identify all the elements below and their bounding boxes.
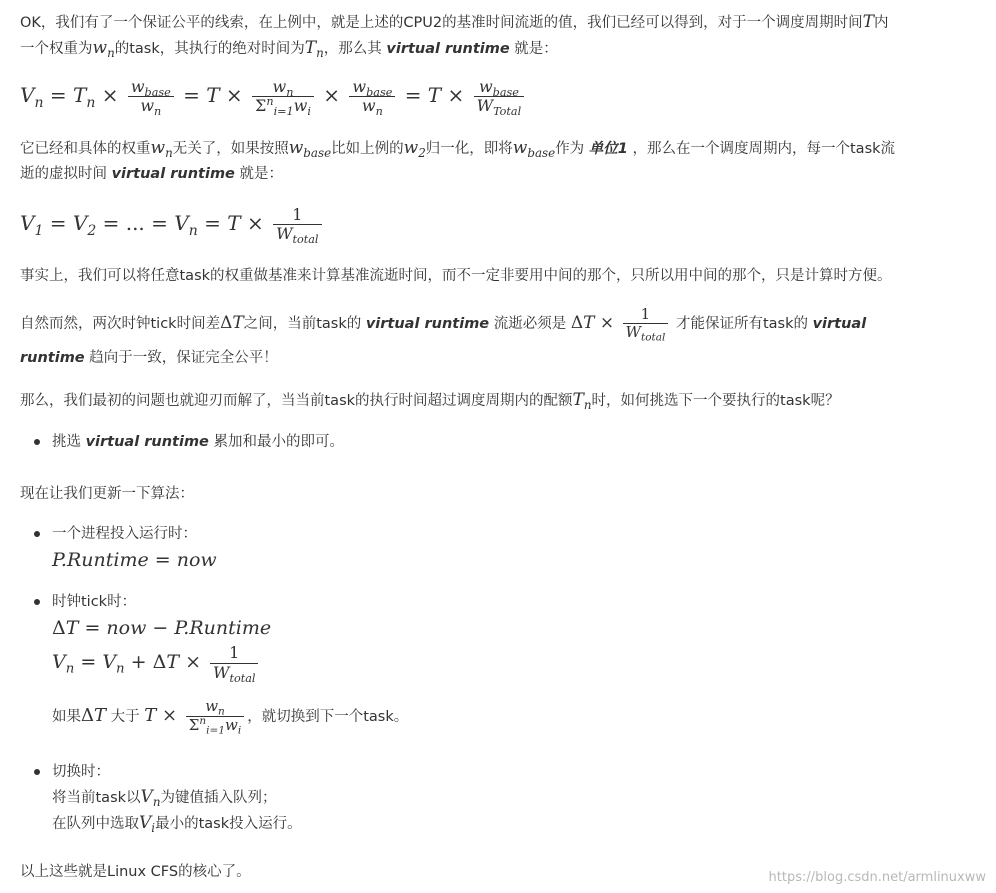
list-item-switch: 切换时： bbox=[52, 760, 110, 785]
equation-runtime-now: P.Runtime = now bbox=[52, 549, 217, 571]
math-delta-t: ΔT bbox=[220, 313, 244, 333]
para3: 事实上，我们可以将任意task的权重做基准来计算基准流逝时间，而不一定非要用中间的那个，只所以用中间的那个，只是计算时方便。 bbox=[20, 268, 892, 284]
watermark: https://blog.csdn.net/armlinuxww bbox=[768, 870, 986, 885]
equation-delta-t: ΔT = now − P.Runtime bbox=[52, 617, 272, 639]
math-Tn: $T_n$ bbox=[572, 390, 592, 413]
math-wn: $w_n$ bbox=[150, 138, 173, 161]
para7: 以上这些就是Linux CFS的核心了。 bbox=[20, 864, 251, 880]
para5: 那么，我们最初的问题也就迎刃而解了，当当前task的执行时间超过调度周期内的配额$T_n$时，如何挑选下一个要执行的task呢？ bbox=[20, 390, 840, 413]
math-Tn: $T_n$ bbox=[304, 38, 324, 61]
para2-line1: 它已经和具体的权重$w_n$无关了，如果按照$w_{base}$比如上例的$w_2$归一化，即将$w_{base}$作为 单位1 ，那么在一个调度周期内，每一个task流 bbox=[20, 138, 896, 161]
virtual-runtime-term: virtual runtime bbox=[111, 166, 235, 182]
para2-line2: 逝的虚拟时间 virtual runtime 就是： bbox=[20, 166, 283, 182]
math-w2: $w_2$ bbox=[403, 138, 426, 161]
math-wbase: $w_{base}$ bbox=[512, 138, 556, 161]
math-wn: $w_n$ bbox=[92, 38, 115, 61]
virtual-runtime-term: virtual runtime bbox=[386, 41, 510, 57]
list-item-switch-line2: 在队列中选取$V_i$最小的task投入运行。 bbox=[52, 813, 302, 836]
list-item-clock-tick: 时钟tick时： bbox=[52, 590, 136, 615]
list-item-pick-min: 挑选 virtual runtime 累加和最小的即可。 bbox=[52, 430, 344, 455]
virtual-runtime-term: virtual runtime bbox=[365, 316, 490, 332]
math-wbase: $w_{base}$ bbox=[288, 138, 332, 161]
para1-line1: OK，我们有了一个保证公平的线索，在上例中，就是上述的CPU2的基准时间流逝的值，我们已经可以得到，对于一个调度周期时间T内 bbox=[20, 12, 889, 32]
para4-line1: 自然而然，两次时钟tick时间差ΔT之间，当前task的 virtual runtime 流逝必须是 ΔT × $\frac{1}{W_{total}}$ 才能保证所有task的 virtual bbox=[20, 304, 867, 344]
equation-vn-update: $V_n = V_n + \Delta T$ × $\frac{1}{W_{total}}$ bbox=[52, 640, 996, 684]
para1-line2: 一个权重为$w_n$的task，其执行的绝对时间为$T_n$，那么其 virtual runtime 就是： bbox=[20, 38, 558, 61]
equation-v-equal: $V_1 = V_2$ = ... = $V_n = T$ × $\frac{1}{W_{total}}$ bbox=[20, 198, 982, 248]
para6: 现在让我们更新一下算法： bbox=[20, 486, 194, 502]
para4-line2: runtime 趋向于一致，保证完全公平！ bbox=[20, 350, 278, 366]
list-item-process-start: 一个进程投入运行时： bbox=[52, 522, 197, 547]
math-delta-t-over-w: ΔT × $\frac{1}{W_{total}}$ bbox=[571, 313, 672, 333]
math-T: T bbox=[862, 12, 874, 32]
list-item-switch-line1: 将当前task以$V_n$为键值插入队列； bbox=[52, 787, 277, 810]
list-item-clock-tick-condition: 如果ΔT 大于 T × $\frac{w_n}{\Sigma^n_{i=1}w_i}$ ，就切换到下一个task。 bbox=[52, 697, 409, 737]
equation-vn: $V_n = T_n$ × $\frac{w_{base}}{w_n}$ = T × $\frac{w_n}{\Sigma^n_{i=1}w_i}$ × $\frac{w_{base}}{w_n}$ = T × $\frac{w_{base}}{W_{Total}}$ bbox=[20, 72, 982, 118]
unit-one-term: 单位1 bbox=[588, 141, 628, 157]
virtual-runtime-term: virtual runtime bbox=[85, 434, 209, 450]
